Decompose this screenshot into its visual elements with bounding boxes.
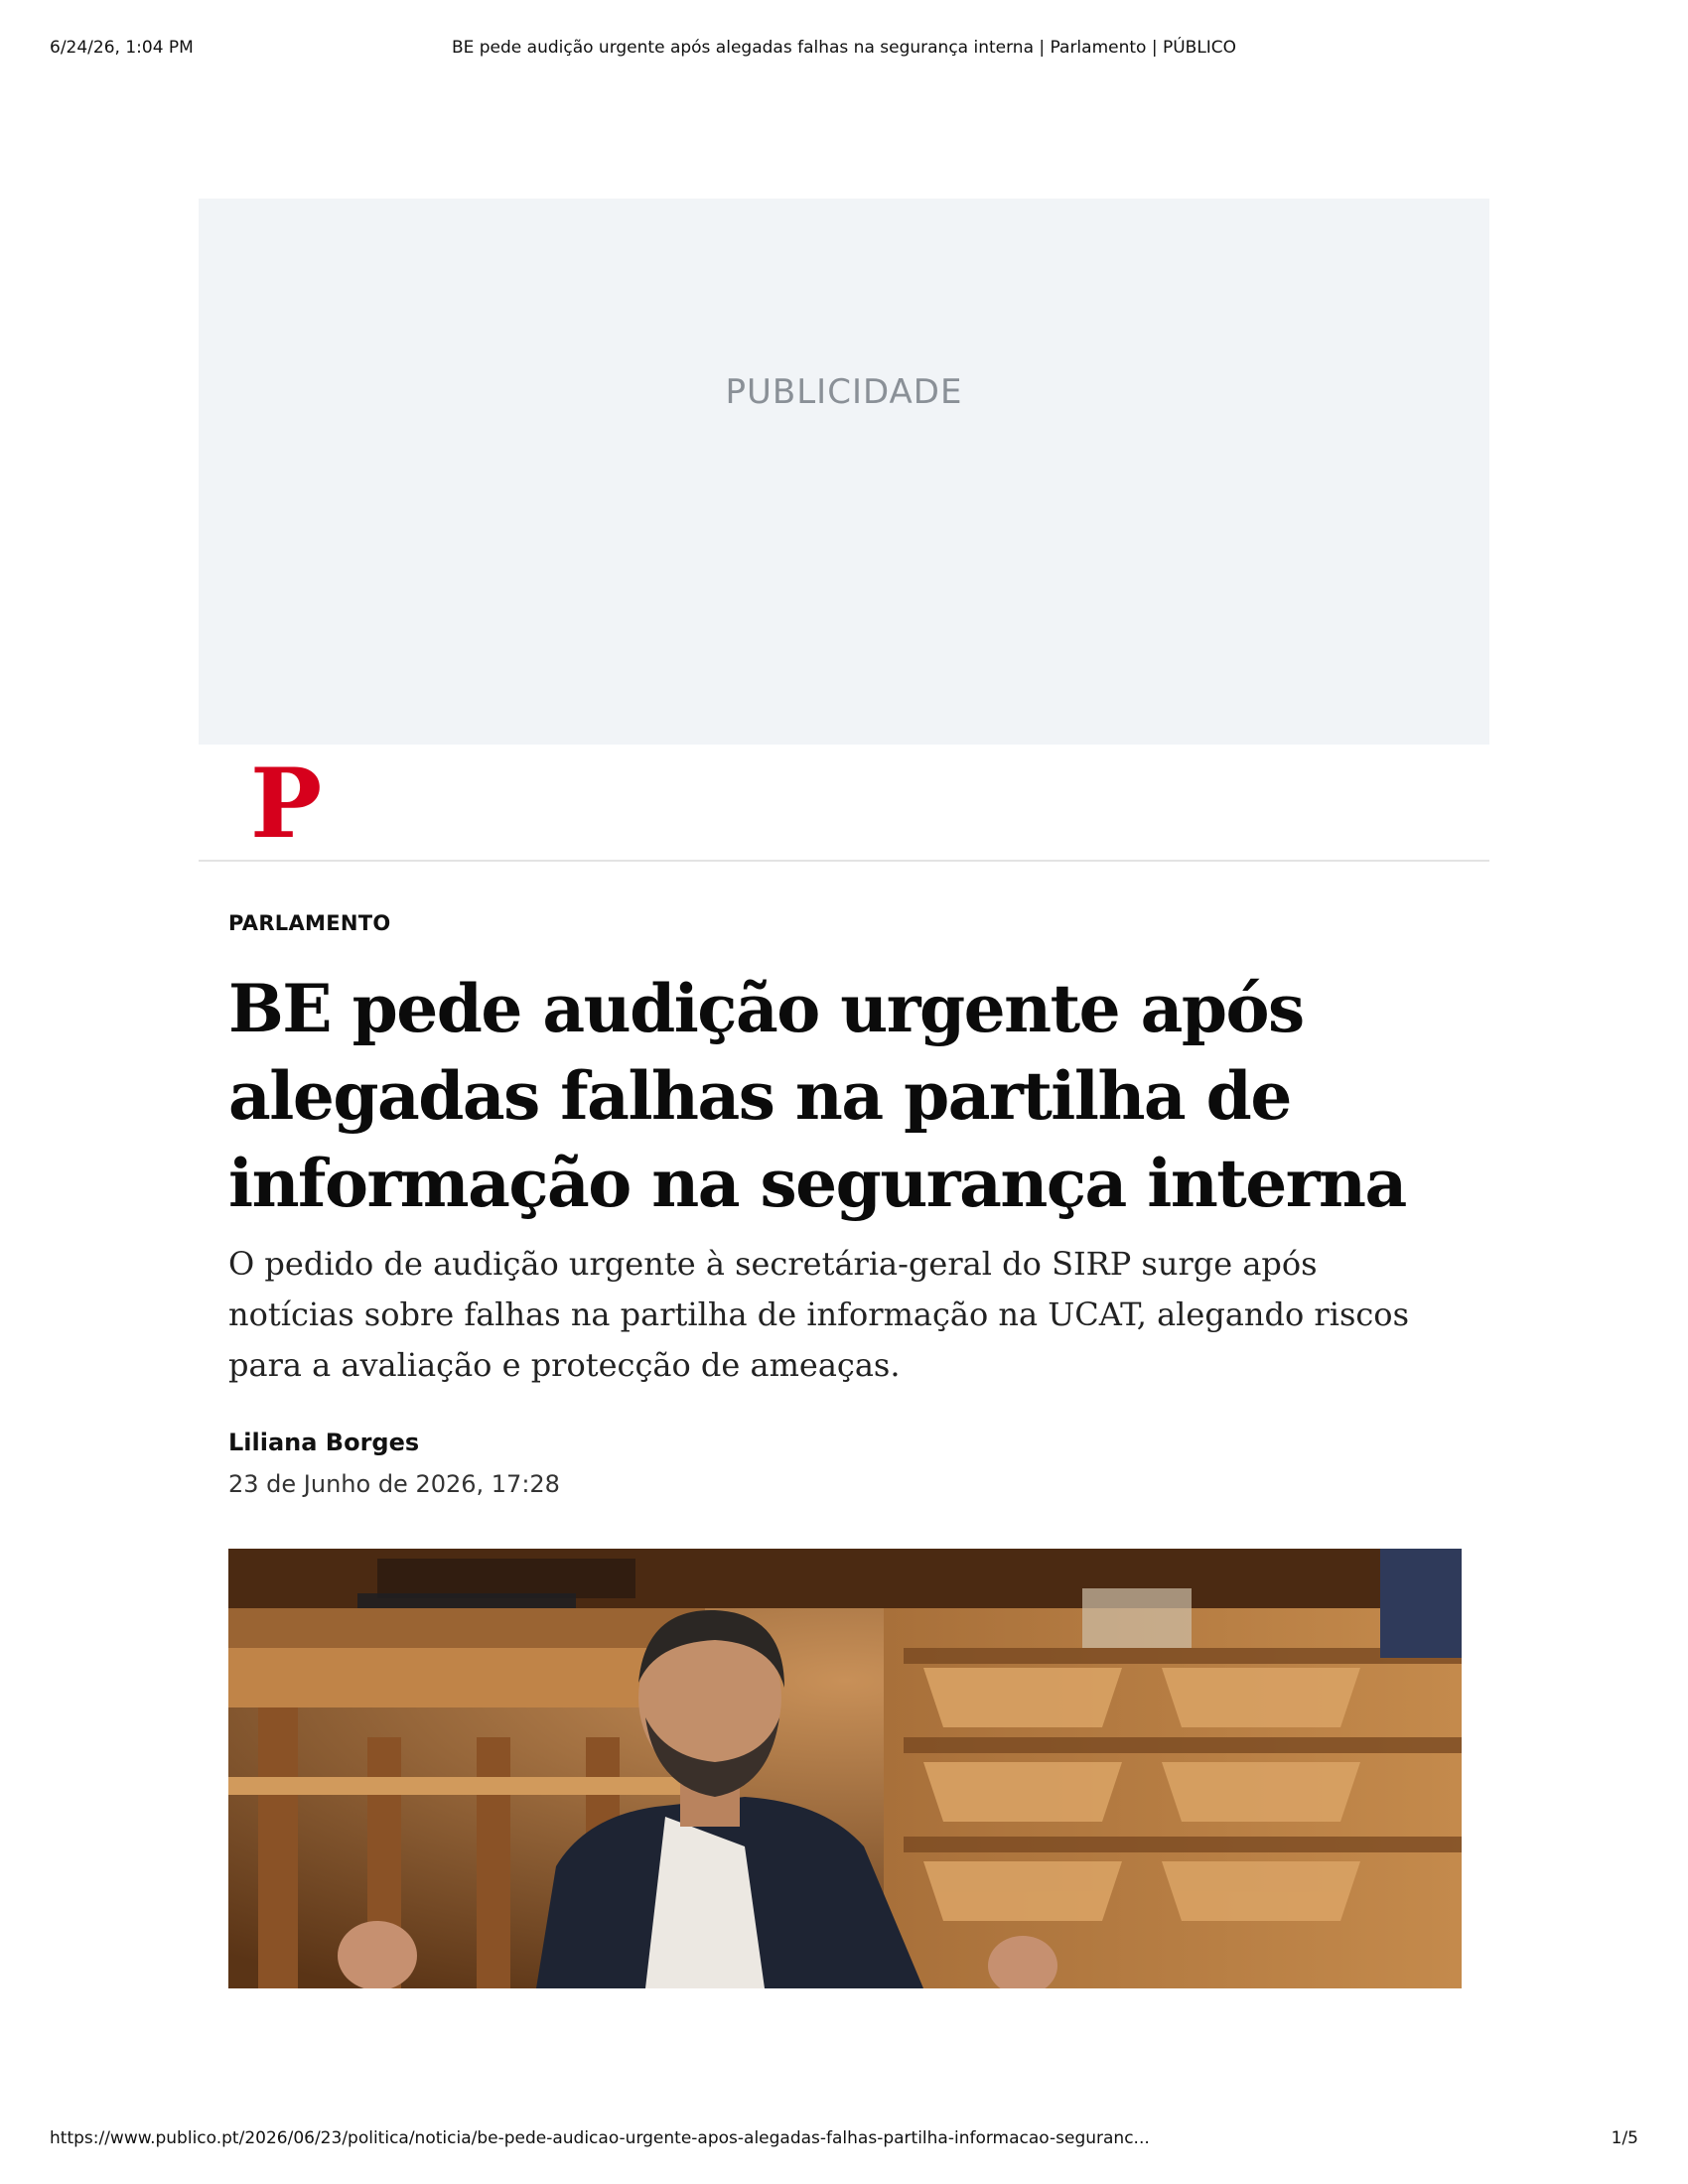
byline	[228, 1429, 1460, 1498]
parliament-speaker-image	[228, 1549, 1462, 1988]
section-label[interactable]: PARLAMENTO	[228, 911, 391, 935]
print-footer	[50, 2128, 1638, 2152]
publication-date: 23 de Junho de 2026, 17:28	[228, 1470, 560, 1498]
author-name[interactable]: Liliana Borges	[228, 1429, 420, 1456]
article-headline: BE pede audição urgente após alegadas falhas na partilha de informação na segurança interna	[228, 970, 1406, 1222]
publico-logo[interactable]: P	[250, 748, 323, 860]
advertisement-placeholder[interactable]	[199, 199, 1489, 745]
print-document-title: BE pede audição urgente após alegadas falhas na segurança interna | Parlamento | PÚBLICO	[451, 38, 1237, 58]
site-header	[199, 745, 1489, 862]
print-url: https://www.publico.pt/2026/06/23/politica/noticia/be-pede-audicao-urgente-apos-alegadas-falhas-partilha-informacao-seguranc...	[50, 2128, 1150, 2148]
page-number: 1/5	[1611, 2128, 1638, 2148]
advertisement-label: PUBLICIDADE	[725, 372, 963, 412]
article-photo[interactable]	[228, 1549, 1462, 1988]
print-header	[50, 38, 1638, 62]
article-lead: O pedido de audição urgente à secretária-geral do SIRP surge após notícias sobre falhas na partilha de informação na UCAT, alegando riscos para a avaliação e protecção de ameaças.	[228, 1245, 1409, 1384]
print-datetime: 6/24/26, 1:04 PM	[50, 38, 194, 58]
article	[228, 911, 1460, 1498]
